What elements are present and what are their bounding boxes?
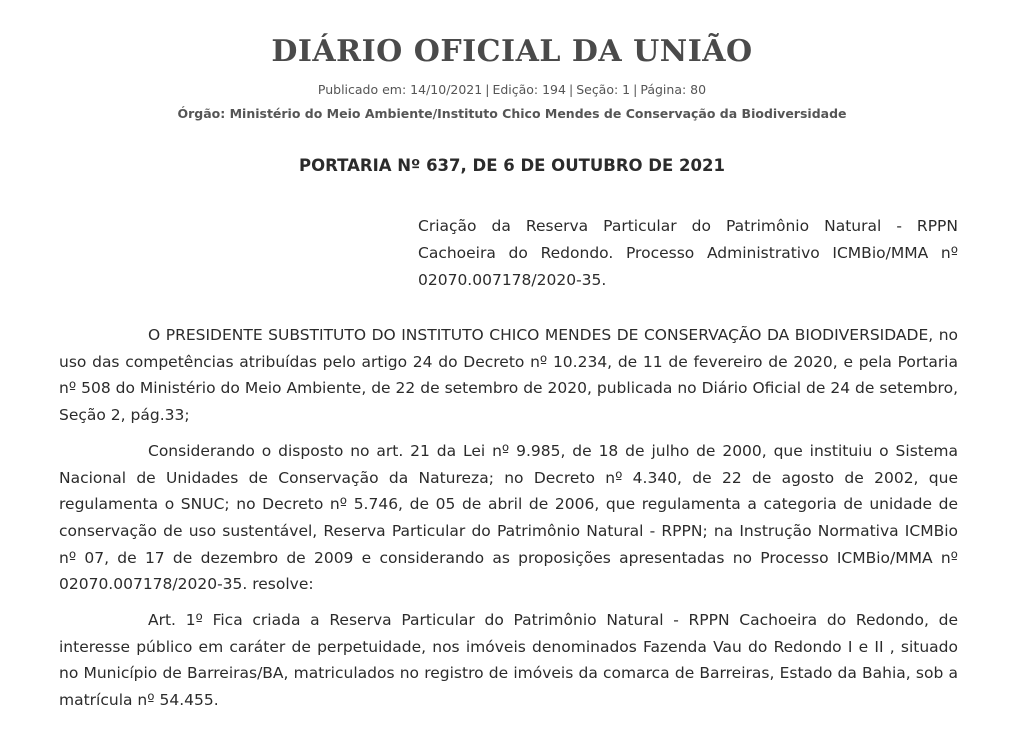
newspaper-masthead: DIÁRIO OFICIAL DA UNIÃO: [271, 34, 753, 69]
published-date: Publicado em: 14/10/2021: [317, 82, 483, 97]
act-summary: Criação da Reserva Particular do Patrimônio Natural - RPPN Cachoeira do Redondo. Processo Administrativo ICMBio/MMA nº 02070.007178/2020-35.: [418, 217, 958, 289]
publication-info: [0, 82, 1024, 97]
act-title: PORTARIA Nº 637, DE 6 DE OUTUBRO DE 2021: [299, 156, 725, 175]
act-body: [59, 322, 958, 723]
section-number: Seção: 1: [576, 82, 631, 97]
edition-number: Edição: 194: [492, 82, 566, 97]
page-number: Página: 80: [640, 82, 707, 97]
body-paragraph-preamble: O PRESIDENTE SUBSTITUTO DO INSTITUTO CHICO MENDES DE CONSERVAÇÃO DA BIODIVERSIDADE, no uso das competências atribuídas pelo artigo 24 do Decreto nº 10.234, de 11 de fevereiro de 2020, e pela Portaria nº 508 do Ministério do Meio Ambiente, de 22 de setembro de 2020, publicada no Diário Oficial de 24 de setembro, Seção 2, pág.33;: [59, 326, 958, 425]
separator: |: [568, 82, 574, 97]
body-paragraph-considering: Considerando o disposto no art. 21 da Lei nº 9.985, de 18 de julho de 2000, que instituiu o Sistema Nacional de Unidades de Conservação da Natureza; no Decreto nº 4.340, de 22 de agosto de 2002, que regulamenta o SNUC; no Decreto nº 5.746, de 05 de abril de 2006, que regulamenta a categoria de unidade de conservação de uso sustentável, Reserva Particular do Patrimônio Natural - RPPN; na Instrução Normativa ICMBio nº 07, de 17 de dezembro de 2009 e considerando as proposições apresentadas no Processo ICMBio/MMA nº 02070.007178/2020-35. resolve:: [59, 441, 958, 594]
issuing-organ: Órgão: Ministério do Meio Ambiente/Instituto Chico Mendes de Conservação da Biodiversidade: [177, 106, 847, 121]
body-paragraph-article-1: Art. 1º Fica criada a Reserva Particular do Patrimônio Natural - RPPN Cachoeira do Redondo, de interesse público em caráter de perpetuidade, nos imóveis denominados Fazenda Vau do Redondo I e II , situado no Município de Barreiras/BA, matriculados no registro de imóveis da comarca de Barreiras, Estado da Bahia, sob a matrícula nº 54.455.: [59, 611, 958, 710]
separator: |: [485, 82, 490, 97]
separator: |: [633, 82, 638, 97]
